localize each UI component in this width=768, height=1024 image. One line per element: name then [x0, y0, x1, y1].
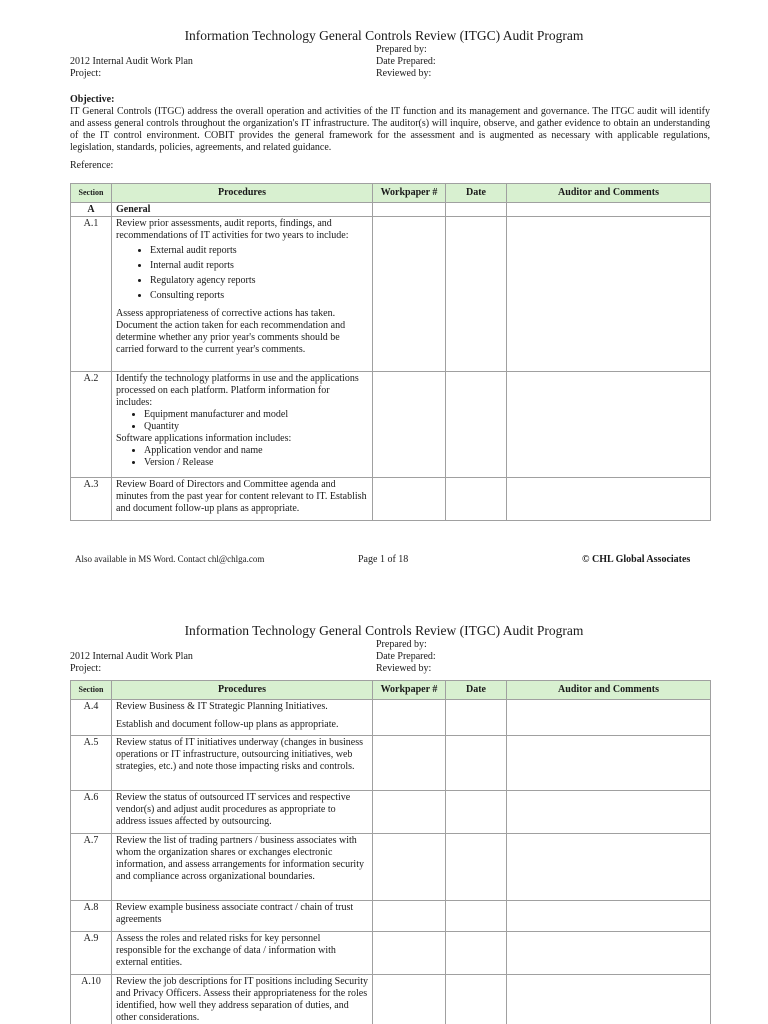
procedure-code: A.3 [71, 478, 112, 521]
list-item: • Version / Release [144, 457, 368, 469]
reviewed-by-label: Reviewed by: [376, 663, 432, 674]
section-code: A [71, 203, 112, 217]
reference-label: Reference: [70, 160, 114, 171]
date-cell[interactable] [446, 478, 507, 521]
objective-heading: Objective: [70, 94, 115, 105]
auditor-comments-cell[interactable] [507, 203, 711, 217]
procedure-code: A.9 [71, 932, 112, 975]
table-row [71, 700, 711, 736]
procedure-code: A.10 [71, 975, 112, 1024]
objective-text: IT General Controls (ITGC) address the overall operation and activities of the IT function and its management and governance. The ITGC audit will identify and assess general controls throughout the organization's IT infrastructure. The auditor(s) will inquire, observe, and gather evidence to obtain an understanding of the IT control environment. COBIT provides the general framework for the assessment and is augmented as necessary with applicable regulations, legislation, standards, policies, agreements, and related guidance. [70, 106, 710, 153]
auditor-comments-cell[interactable] [507, 932, 711, 975]
procedure-code: A.4 [71, 700, 112, 736]
list-item: • Equipment manufacturer and model [144, 409, 368, 421]
procedure-line: Review Business & IT Strategic Planning Initiatives. [116, 701, 328, 712]
auditor-comments-cell[interactable] [507, 372, 711, 478]
document-title: Information Technology General Controls Review (ITGC) Audit Program [184, 623, 584, 638]
workpaper-cell[interactable] [373, 478, 446, 521]
date-cell[interactable] [446, 975, 507, 1024]
column-header-workpaper: Workpaper # [373, 184, 446, 203]
auditor-comments-cell[interactable] [507, 217, 711, 372]
auditor-comments-cell[interactable] [507, 834, 711, 901]
column-header-procedures: Procedures [112, 184, 373, 203]
table-row [71, 736, 711, 791]
table-row [71, 932, 711, 975]
table-row [71, 834, 711, 901]
work-plan-label: 2012 Internal Audit Work Plan [70, 56, 193, 67]
procedure-text: Review the list of trading partners / business associates with whom the organization shares or exchanges electronic information, and assess arrangements for information security and compliance across organizational boundaries. [112, 834, 373, 901]
preparation-meta [376, 44, 436, 80]
table-row [71, 372, 711, 478]
procedure-text [112, 372, 373, 478]
auditor-comments-cell[interactable] [507, 901, 711, 932]
date-prepared-label: Date Prepared: [376, 56, 436, 67]
audit-procedures-table [70, 183, 711, 521]
procedure-intro: Review prior assessments, audit reports, findings, and recommendations of IT activities for two years to include: [116, 218, 349, 241]
column-header-section: Section [71, 681, 112, 700]
table-row [71, 901, 711, 932]
column-header-auditor: Auditor and Comments [507, 184, 711, 203]
plan-meta [70, 56, 193, 80]
procedure-text: Review example business associate contract / chain of trust agreements [112, 901, 373, 932]
workpaper-cell[interactable] [373, 791, 446, 834]
list-item: • Quantity [144, 421, 368, 433]
column-header-date: Date [446, 681, 507, 700]
procedure-bullet-list [116, 445, 368, 469]
procedure-text: Review the job descriptions for IT positions including Security and Privacy Officers. Assess their appropriateness for the roles identified, how well they address separation of duties, and other considerations. [112, 975, 373, 1024]
auditor-comments-cell[interactable] [507, 478, 711, 521]
date-cell[interactable] [446, 736, 507, 791]
table-row [71, 791, 711, 834]
date-cell[interactable] [446, 932, 507, 975]
auditor-comments-cell[interactable] [507, 791, 711, 834]
date-cell[interactable] [446, 217, 507, 372]
prepared-by-label: Prepared by: [376, 44, 427, 55]
column-header-section: Section [71, 184, 112, 203]
date-cell[interactable] [446, 372, 507, 478]
workpaper-cell[interactable] [373, 975, 446, 1024]
date-cell[interactable] [446, 834, 507, 901]
workpaper-cell[interactable] [373, 834, 446, 901]
reviewed-by-label: Reviewed by: [376, 68, 432, 79]
procedure-text: Review Board of Directors and Committee agenda and minutes from the past year for content relevant to IT. Establish and document follow-up plans as appropriate. [112, 478, 373, 521]
workpaper-cell[interactable] [373, 372, 446, 478]
page-separator [0, 580, 768, 604]
workpaper-cell[interactable] [373, 217, 446, 372]
footer-copyright: © CHL Global Associates [582, 554, 691, 565]
prepared-by-label: Prepared by: [376, 639, 427, 650]
procedure-code: A.5 [71, 736, 112, 791]
auditor-comments-cell[interactable] [507, 736, 711, 791]
table-row [71, 217, 711, 372]
objective-section [70, 94, 710, 154]
column-header-date: Date [446, 184, 507, 203]
date-cell[interactable] [446, 700, 507, 736]
procedure-subheading: Software applications information includes: [116, 433, 292, 444]
audit-procedures-table [70, 680, 711, 1024]
column-header-procedures: Procedures [112, 681, 373, 700]
auditor-comments-cell[interactable] [507, 700, 711, 736]
procedure-text: Review the status of outsourced IT services and respective vendor(s) and adjust audit procedures as appropriate to address issues affected by outsourcing. [112, 791, 373, 834]
project-label: Project: [70, 68, 102, 79]
workpaper-cell[interactable] [373, 203, 446, 217]
procedure-code: A.7 [71, 834, 112, 901]
procedure-code: A.2 [71, 372, 112, 478]
procedure-bullet-list [116, 409, 368, 433]
date-cell[interactable] [446, 203, 507, 217]
plan-meta [70, 651, 193, 675]
procedure-code: A.1 [71, 217, 112, 372]
workpaper-cell[interactable] [373, 932, 446, 975]
procedure-text [112, 217, 373, 372]
work-plan-label: 2012 Internal Audit Work Plan [70, 651, 193, 662]
workpaper-cell[interactable] [373, 736, 446, 791]
workpaper-cell[interactable] [373, 700, 446, 736]
document-page-2 [0, 604, 768, 1024]
list-item: • Application vendor and name [144, 445, 368, 457]
date-cell[interactable] [446, 791, 507, 834]
list-item: • Regulatory agency reports [150, 275, 368, 287]
date-cell[interactable] [446, 901, 507, 932]
table-row [71, 478, 711, 521]
section-row-general [71, 203, 711, 217]
procedure-line: Establish and document follow-up plans as appropriate. [116, 719, 339, 730]
project-label: Project: [70, 663, 102, 674]
procedure-text: Assess the roles and related risks for key personnel responsible for the exchange of data / information with external entities. [112, 932, 373, 975]
auditor-comments-cell[interactable] [507, 975, 711, 1024]
procedure-code: A.8 [71, 901, 112, 932]
column-header-auditor: Auditor and Comments [507, 681, 711, 700]
column-header-workpaper: Workpaper # [373, 681, 446, 700]
procedure-outro: Assess appropriateness of corrective actions has taken. Document the action taken for each recommendation and determine whether any prior year's comments should be carried forward to the current year's comments. [116, 308, 346, 355]
procedure-intro: Identify the technology platforms in use and the applications processed on each platform. Platform information for includes: [116, 373, 359, 408]
document-title: Information Technology General Controls Review (ITGC) Audit Program [184, 28, 584, 43]
list-item: • External audit reports [150, 245, 368, 257]
table-header-row [71, 184, 711, 203]
section-label: General [112, 203, 373, 217]
list-item: • Internal audit reports [150, 260, 368, 272]
footer-availability-note: Also available in MS Word. Contact chl@chlga.com [75, 554, 265, 564]
list-item: • Consulting reports [150, 290, 368, 302]
date-prepared-label: Date Prepared: [376, 651, 436, 662]
table-header-row [71, 681, 711, 700]
procedure-code: A.6 [71, 791, 112, 834]
preparation-meta [376, 639, 436, 675]
table-row [71, 975, 711, 1024]
workpaper-cell[interactable] [373, 901, 446, 932]
footer-page-number: Page 1 of 18 [358, 554, 409, 565]
procedure-bullet-list [116, 245, 368, 302]
procedure-text [112, 700, 373, 736]
procedure-text: Review status of IT initiatives underway (changes in business operations or IT infrastructure, outsourcing initiatives, web strategies, etc.) and note those impacting risks and controls. [112, 736, 373, 791]
